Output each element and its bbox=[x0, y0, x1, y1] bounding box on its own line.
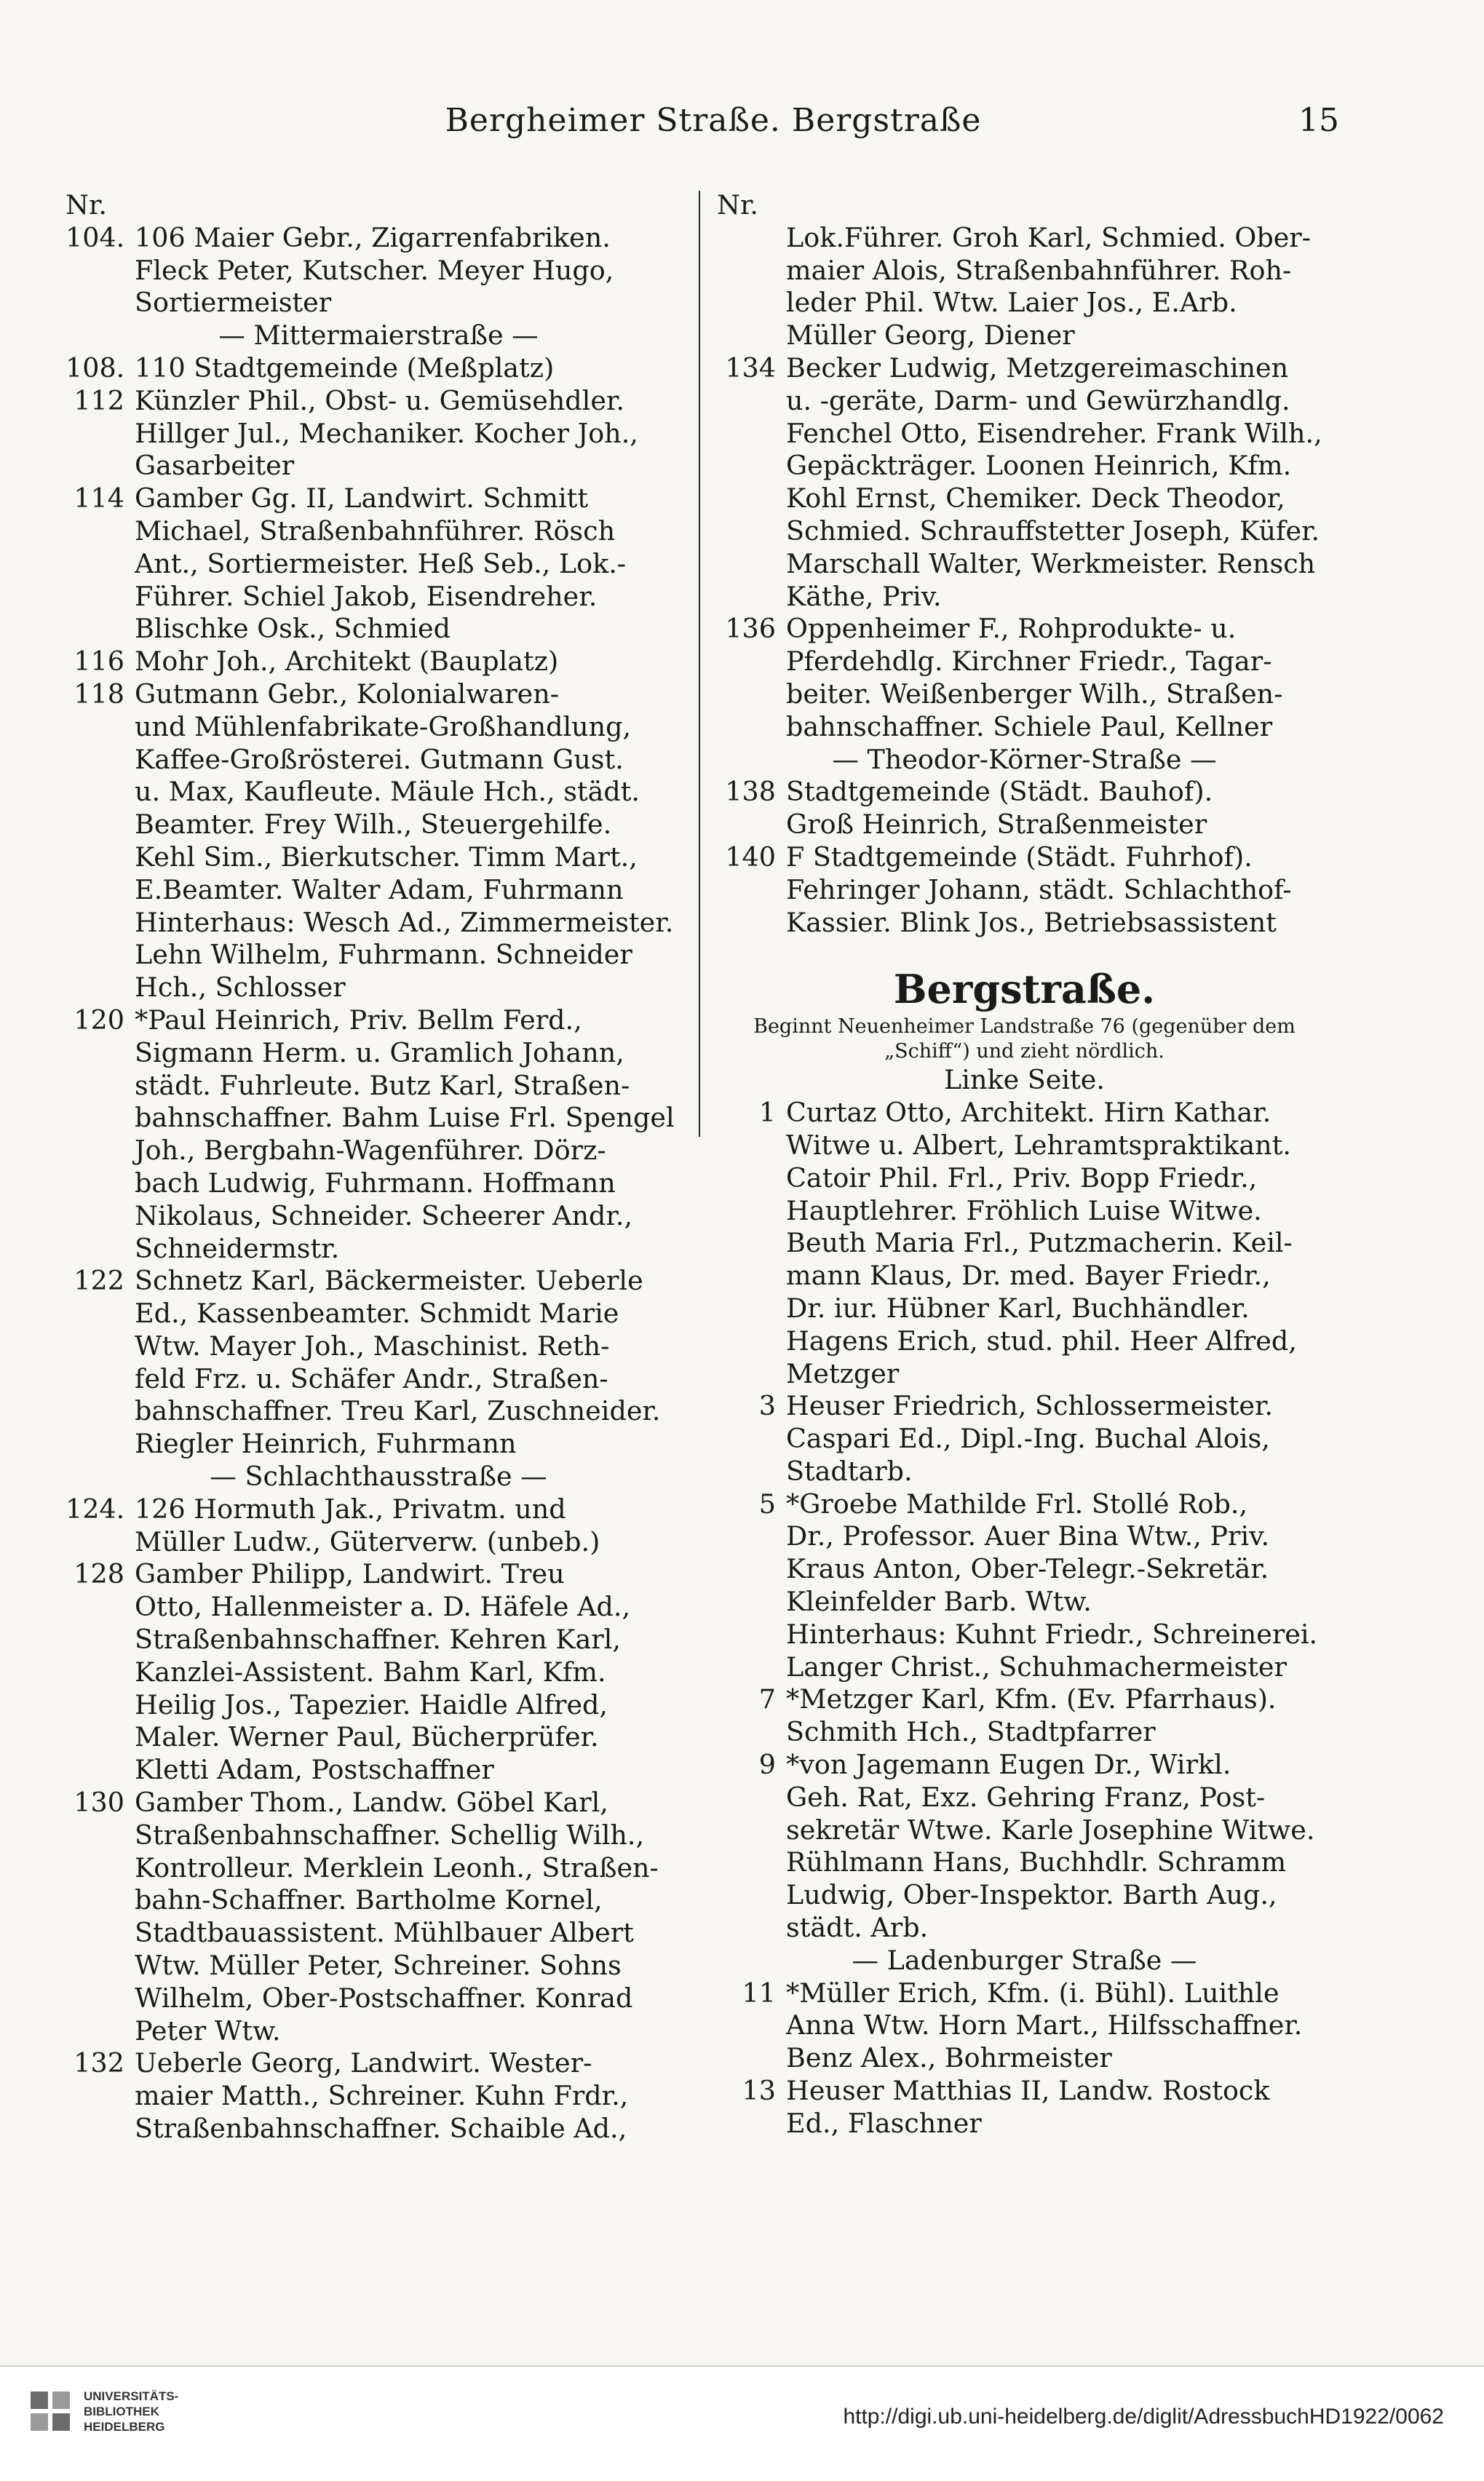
resident-line: Schneidermstr. bbox=[135, 1232, 340, 1264]
resident-line: städt. Fuhrleute. Butz Karl, Straßen- bbox=[135, 1069, 630, 1101]
resident-line: Straßenbahnschaffner. Kehren Karl, bbox=[135, 1624, 621, 1656]
resident-line: Stadtbauassistent. Mühlbauer Albert bbox=[135, 1917, 634, 1949]
house-number: 118 bbox=[74, 678, 124, 710]
house-number: 13 bbox=[742, 2075, 776, 2107]
library-name bbox=[84, 2389, 178, 2434]
house-number: 7 bbox=[758, 1683, 776, 1715]
resident-line: Kohl Ernst, Chemiker. Deck Theodor, bbox=[786, 483, 1285, 515]
resident-line: Straßenbahnschaffner. Schaible Ad., bbox=[135, 2113, 627, 2145]
left-entries bbox=[66, 222, 691, 2145]
resident-line: Lehn Wilhelm, Fuhrmann. Schneider bbox=[135, 939, 632, 971]
address-entry bbox=[717, 776, 1332, 841]
resident-line: Wilhelm, Ober-Postschaffner. Konrad bbox=[135, 1982, 633, 2014]
resident-lines bbox=[135, 678, 691, 1004]
resident-lines bbox=[135, 1558, 691, 1787]
nr-label: Nr. bbox=[66, 189, 107, 221]
resident-line: u. -geräte, Darm- und Gewürzhandlg. bbox=[786, 384, 1290, 416]
resident-line: Witwe u. Albert, Lehramtspraktikant. bbox=[786, 1129, 1291, 1161]
resident-line: *Paul Heinrich, Priv. Bellm Ferd., bbox=[135, 1004, 582, 1036]
resident-line: Dr. iur. Hübner Karl, Buchhändler. bbox=[786, 1292, 1250, 1324]
resident-line: Mohr Joh., Architekt (Bauplatz) bbox=[135, 646, 559, 678]
address-entry bbox=[66, 1004, 691, 1265]
resident-line: bahnschaffner. Schiele Paul, Kellner bbox=[786, 710, 1273, 742]
resident-lines bbox=[135, 385, 691, 483]
resident-line: Kanzlei-Assistent. Bahm Karl, Kfm. bbox=[135, 1656, 606, 1688]
resident-line: Kleinfelder Barb. Wtw. bbox=[786, 1586, 1092, 1618]
resident-line: *Müller Erich, Kfm. (i. Bühl). Luithle bbox=[786, 1977, 1279, 2009]
resident-line: Künzler Phil., Obst- u. Gemüsehdler. bbox=[135, 384, 624, 416]
resident-line: 106 Maier Gebr., Zigarrenfabriken. bbox=[135, 221, 611, 253]
resident-line: Fleck Peter, Kutscher. Meyer Hugo, bbox=[135, 254, 614, 286]
resident-lines bbox=[786, 1488, 1332, 1684]
resident-line: Kehl Sim., Bierkutscher. Timm Mart., bbox=[135, 841, 638, 873]
cross-street-line: — Schlachthausstraße — bbox=[210, 1461, 547, 1493]
resident-line: maier Matth., Schreiner. Kuhn Frdr., bbox=[135, 2080, 629, 2112]
address-entry bbox=[717, 352, 1332, 613]
resident-line: Straßenbahnschaffner. Schellig Wilh., bbox=[135, 1819, 645, 1851]
address-entry bbox=[717, 1390, 1332, 1488]
address-entry bbox=[717, 1097, 1332, 1390]
resident-line: Lok.Führer. Groh Karl, Schmied. Ober- bbox=[786, 221, 1312, 253]
resident-lines bbox=[135, 352, 691, 385]
resident-lines bbox=[786, 841, 1332, 939]
house-number: 130 bbox=[74, 1787, 124, 1819]
resident-lines bbox=[135, 222, 691, 319]
resident-line: Pferdehdlg. Kirchner Friedr., Tagar- bbox=[786, 646, 1272, 678]
resident-line: Marschall Walter, Werkmeister. Rensch bbox=[786, 547, 1316, 579]
resident-lines bbox=[135, 646, 691, 678]
resident-lines bbox=[786, 352, 1332, 613]
resident-line: Oppenheimer F., Rohprodukte- u. bbox=[786, 613, 1237, 645]
address-entry bbox=[717, 1488, 1332, 1684]
resident-line: Riegler Heinrich, Fuhrmann bbox=[135, 1428, 517, 1460]
resident-line: Hch., Schlosser bbox=[135, 972, 346, 1004]
resident-line: Gutmann Gebr., Kolonialwaren- bbox=[135, 678, 560, 710]
resident-lines bbox=[135, 1787, 691, 2047]
address-entry bbox=[66, 385, 691, 483]
resident-line: sekretär Wtwe. Karle Josephine Witwe. bbox=[786, 1814, 1315, 1846]
house-number: 128 bbox=[74, 1558, 124, 1590]
house-number: 1 bbox=[758, 1097, 776, 1129]
resident-line: *Metzger Karl, Kfm. (Ev. Pfarrhaus). bbox=[786, 1683, 1277, 1715]
resident-line: Kletti Adam, Postschaffner bbox=[135, 1754, 494, 1786]
house-number: 122 bbox=[74, 1265, 124, 1297]
house-number: 112 bbox=[74, 384, 124, 416]
resident-line: Heuser Friedrich, Schlossermeister. bbox=[786, 1390, 1274, 1422]
address-entry bbox=[66, 1787, 691, 2047]
resident-line: Heilig Jos., Tapezier. Haidle Alfred, bbox=[135, 1688, 608, 1720]
house-number bbox=[717, 222, 786, 352]
resident-line: städt. Arb. bbox=[786, 1912, 929, 1944]
house-number: 120 bbox=[74, 1004, 124, 1036]
resident-line: Käthe, Priv. bbox=[786, 580, 942, 612]
resident-line: Anna Wtw. Horn Mart., Hilfsschaffner. bbox=[786, 2009, 1303, 2041]
resident-lines bbox=[135, 2047, 691, 2145]
resident-line: Caspari Ed., Dipl.-Ing. Buchal Alois, bbox=[786, 1423, 1270, 1455]
resident-line: Kaffee-Großrösterei. Gutmann Gust. bbox=[135, 743, 624, 775]
resident-line: Metzger bbox=[786, 1357, 900, 1389]
cross-street-line: — Ladenburger Straße — bbox=[852, 1944, 1197, 1976]
resident-line: Benz Alex., Bohrmeister bbox=[786, 2042, 1112, 2074]
resident-line: *Groebe Mathilde Frl. Stollé Rob., bbox=[786, 1488, 1248, 1520]
resident-line: Peter Wtw. bbox=[135, 2014, 281, 2047]
section-title: Bergstraße. bbox=[893, 966, 1156, 1013]
resident-line: Sortiermeister bbox=[135, 287, 332, 319]
resident-line: bahnschaffner. Bahm Luise Frl. Spengel bbox=[135, 1102, 675, 1134]
section-description-line: Beginnt Neuenheimer Landstraße 76 (gegenüber dem bbox=[753, 1015, 1295, 1039]
library-logo-icon bbox=[28, 2389, 73, 2434]
right-column bbox=[717, 189, 1332, 2140]
house-number: 134 bbox=[725, 352, 776, 384]
address-entry bbox=[66, 1493, 691, 1559]
resident-line: Joh., Bergbahn-Wagenführer. Dörz- bbox=[135, 1135, 606, 1167]
resident-line: Kraus Anton, Ober-Telegr.-Sekretär. bbox=[786, 1553, 1269, 1585]
resident-line: Rühlmann Hans, Buchhdlr. Schramm bbox=[786, 1846, 1287, 1878]
resident-line: Kontrolleur. Merklein Leonh., Straßen- bbox=[135, 1851, 659, 1883]
address-entry bbox=[66, 1558, 691, 1787]
left-column bbox=[66, 189, 691, 2145]
address-entry bbox=[66, 678, 691, 1004]
running-header bbox=[146, 95, 1339, 146]
resident-line: Gasarbeiter bbox=[135, 450, 295, 482]
resident-lines bbox=[135, 1004, 691, 1265]
cross-street-line: — Theodor-Körner-Straße — bbox=[832, 743, 1217, 775]
resident-line: Müller Ludw., Güterverw. (unbeb.) bbox=[135, 1525, 600, 1557]
resident-line: Groß Heinrich, Straßenmeister bbox=[786, 809, 1207, 841]
section-description-line: „Schiff“) und zieht nördlich. bbox=[884, 1040, 1164, 1063]
house-number: 140 bbox=[725, 841, 776, 873]
page-number: 15 bbox=[1298, 101, 1339, 139]
resident-line: Heuser Matthias II, Landw. Rostock bbox=[786, 2075, 1270, 2107]
address-entry bbox=[717, 1683, 1332, 1749]
address-entry bbox=[717, 222, 1332, 352]
address-entry bbox=[717, 1749, 1332, 1945]
resident-lines bbox=[786, 222, 1332, 352]
resident-line: Hinterhaus: Wesch Ad., Zimmermeister. bbox=[135, 906, 674, 938]
library-name-line: UNIVERSITÄTS- bbox=[84, 2389, 179, 2403]
resident-line: Schmith Hch., Stadtpfarrer bbox=[786, 1716, 1156, 1748]
resident-line: Beamter. Frey Wilh., Steuergehilfe. bbox=[135, 809, 612, 841]
section-entries bbox=[717, 1097, 1332, 2140]
resident-line: Hillger Jul., Mechaniker. Kocher Joh., bbox=[135, 417, 638, 449]
resident-line: Stadtgemeinde (Städt. Bauhof). bbox=[786, 776, 1213, 808]
house-number: 3 bbox=[758, 1390, 776, 1422]
footer bbox=[0, 2365, 1484, 2481]
resident-line: 126 Hormuth Jak., Privatm. und bbox=[135, 1493, 566, 1525]
resident-line: Kassier. Blink Jos., Betriebsassistent bbox=[786, 906, 1277, 938]
house-number: 116 bbox=[74, 646, 124, 678]
resident-line: Fenchel Otto, Eisendreher. Frank Wilh., bbox=[786, 417, 1322, 449]
resident-line: Michael, Straßenbahnführer. Rösch bbox=[135, 515, 616, 547]
resident-line: Hagens Erich, stud. phil. Heer Alfred, bbox=[786, 1325, 1297, 1357]
resident-line: feld Frz. u. Schäfer Andr., Straßen- bbox=[135, 1362, 608, 1394]
resident-line: Geh. Rat, Exz. Gehring Franz, Post- bbox=[786, 1781, 1266, 1813]
resident-line: Nikolaus, Schneider. Scheerer Andr., bbox=[135, 1199, 633, 1231]
resident-line: bahn-Schaffner. Bartholme Kornel, bbox=[135, 1884, 603, 1916]
address-entry bbox=[66, 1265, 691, 1461]
house-number: 114 bbox=[74, 483, 124, 515]
address-entry bbox=[66, 352, 691, 385]
resident-line: Maler. Werner Paul, Bücherprüfer. bbox=[135, 1721, 599, 1753]
resident-line: Ludwig, Ober-Inspektor. Barth Aug., bbox=[786, 1879, 1277, 1911]
resident-line: Dr., Professor. Auer Bina Wtw., Priv. bbox=[786, 1520, 1270, 1552]
resident-line: Otto, Hallenmeister a. D. Häfele Ad., bbox=[135, 1591, 631, 1623]
resident-line: Blischke Osk., Schmied bbox=[135, 613, 451, 645]
resident-line: bahnschaffner. Treu Karl, Zuschneider. bbox=[135, 1395, 661, 1427]
resident-lines bbox=[786, 1097, 1332, 1390]
resident-line: Hinterhaus: Kuhnt Friedr., Schreinerei. bbox=[786, 1618, 1318, 1650]
resident-line: Führer. Schiel Jakob, Eisendreher. bbox=[135, 580, 598, 612]
resident-lines bbox=[786, 1749, 1332, 1945]
nr-label: Nr. bbox=[717, 189, 758, 221]
column-divider bbox=[699, 191, 700, 1137]
resident-line: Catoir Phil. Frl., Priv. Bopp Friedr., bbox=[786, 1162, 1258, 1194]
house-number: 132 bbox=[74, 2047, 124, 2079]
resident-line: Müller Georg, Diener bbox=[786, 319, 1075, 352]
right-entries bbox=[717, 222, 1332, 940]
resident-line: Ueberle Georg, Landwirt. Wester- bbox=[135, 2047, 592, 2079]
resident-line: mann Klaus, Dr. med. Bayer Friedr., bbox=[786, 1260, 1271, 1292]
resident-line: Gamber Thom., Landw. Göbel Karl, bbox=[135, 1787, 608, 1819]
house-number: 136 bbox=[725, 613, 776, 645]
resident-line: beiter. Weißenberger Wilh., Straßen- bbox=[786, 678, 1283, 710]
resident-lines bbox=[786, 1683, 1332, 1749]
resident-line: Wtw. Müller Peter, Schreiner. Sohns bbox=[135, 1950, 622, 1982]
address-entry bbox=[717, 613, 1332, 743]
house-number: 138 bbox=[725, 776, 776, 808]
page-title: Bergheimer Straße. Bergstraße bbox=[445, 101, 982, 139]
address-entry bbox=[66, 2047, 691, 2145]
resident-line: Hauptlehrer. Fröhlich Luise Witwe. bbox=[786, 1194, 1262, 1226]
house-number: 124. bbox=[66, 1493, 125, 1525]
cross-street-line: — Mittermaierstraße — bbox=[218, 319, 539, 352]
resident-line: Schmied. Schrauffstetter Joseph, Küfer. bbox=[786, 515, 1320, 547]
resident-lines bbox=[786, 613, 1332, 743]
resident-lines bbox=[135, 1493, 691, 1559]
resident-line: Gamber Gg. II, Landwirt. Schmitt bbox=[135, 483, 588, 515]
resident-line: E.Beamter. Walter Adam, Fuhrmann bbox=[135, 873, 624, 905]
resident-line: Sigmann Herm. u. Gramlich Johann, bbox=[135, 1036, 624, 1068]
resident-line: Gepäckträger. Loonen Heinrich, Kfm. bbox=[786, 450, 1292, 482]
address-entry bbox=[717, 1977, 1332, 2075]
resident-line: 110 Stadtgemeinde (Meßplatz) bbox=[135, 352, 555, 384]
resident-line: Fehringer Johann, städt. Schlachthof- bbox=[786, 873, 1292, 905]
resident-line: Beuth Maria Frl., Putzmacherin. Keil- bbox=[786, 1227, 1293, 1259]
side-heading: Linke Seite. bbox=[944, 1064, 1105, 1096]
library-name-line: HEIDELBERG bbox=[84, 2420, 165, 2434]
resident-line: leder Phil. Wtw. Laier Jos., E.Arb. bbox=[786, 287, 1237, 319]
address-entry bbox=[717, 841, 1332, 939]
house-number: 9 bbox=[758, 1749, 776, 1781]
house-number: 104. bbox=[66, 221, 125, 253]
resident-line: *von Jagemann Eugen Dr., Wirkl. bbox=[786, 1749, 1231, 1781]
source-url-link[interactable]: http://digi.ub.uni-heidelberg.de/diglit/AdressbuchHD1922/0062 bbox=[843, 2405, 1444, 2429]
resident-lines bbox=[786, 2075, 1332, 2140]
resident-line: Ed., Kassenbeamter. Schmidt Marie bbox=[135, 1298, 619, 1330]
resident-line: Curtaz Otto, Architekt. Hirn Kathar. bbox=[786, 1097, 1271, 1129]
resident-line: F Stadtgemeinde (Städt. Fuhrhof). bbox=[786, 841, 1253, 873]
resident-lines bbox=[135, 1265, 691, 1461]
resident-line: und Mühlenfabrikate-Großhandlung, bbox=[135, 710, 632, 742]
resident-line: maier Alois, Straßenbahnführer. Roh- bbox=[786, 254, 1292, 286]
resident-lines bbox=[786, 1977, 1332, 2075]
resident-line: Ed., Flaschner bbox=[786, 2107, 982, 2139]
resident-line: Gamber Philipp, Landwirt. Treu bbox=[135, 1558, 565, 1590]
resident-lines bbox=[786, 776, 1332, 841]
house-number: 5 bbox=[758, 1488, 776, 1520]
resident-line: Wtw. Mayer Joh., Maschinist. Reth- bbox=[135, 1330, 610, 1362]
resident-line: Schnetz Karl, Bäckermeister. Ueberle bbox=[135, 1265, 643, 1297]
resident-line: Stadtarb. bbox=[786, 1455, 913, 1487]
resident-line: Langer Christ., Schuhmachermeister bbox=[786, 1651, 1287, 1683]
resident-lines bbox=[786, 1390, 1332, 1488]
resident-lines bbox=[135, 483, 691, 646]
house-number: 108. bbox=[66, 352, 125, 384]
resident-line: Ant., Sortiermeister. Heß Seb., Lok.- bbox=[135, 547, 627, 579]
resident-line: u. Max, Kaufleute. Mäule Hch., städt. bbox=[135, 776, 640, 808]
address-entry bbox=[66, 222, 691, 319]
resident-line: bach Ludwig, Fuhrmann. Hoffmann bbox=[135, 1167, 616, 1199]
address-entry bbox=[66, 483, 691, 646]
library-name-line: BIBLIOTHEK bbox=[84, 2405, 159, 2418]
resident-line: Becker Ludwig, Metzgereimaschinen bbox=[786, 352, 1289, 384]
house-number: 11 bbox=[742, 1977, 776, 2009]
address-entry bbox=[66, 646, 691, 678]
address-entry bbox=[717, 2075, 1332, 2140]
